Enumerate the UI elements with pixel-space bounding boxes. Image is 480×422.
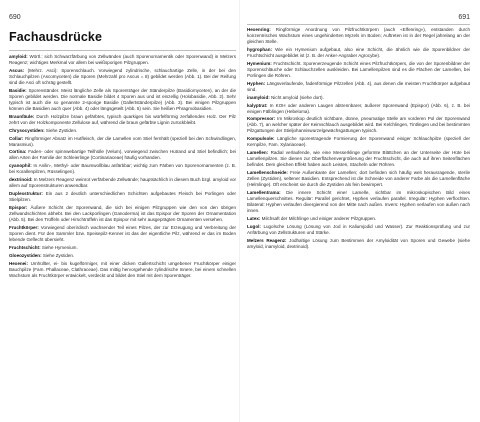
glossary-term: Gloeozystiden: [9,252,42,258]
glossary-entry [247,150,470,168]
glossary-entry [247,27,470,45]
glossary-definition: In Melzers Reagenz weinrot verfärbende Zellwände; hauptsächlich in diesem Buch bzgl. amyloid vor allem auf Sporenstrukturen anwendbar. [9,177,237,189]
glossary-entry [247,216,470,222]
glossary-entry [9,225,236,243]
glossary-definition: Vorwiegend oberirdisch wachsender Teil eines Pilzes, der zur Erzeugung und Verbreitung der Sporen dient. Für den Sammler bzw. Speisepilz-Kenner ist das der eigentliche Pilz, während er das im Boden lebende Geflecht übersieht. [9,224,236,243]
glossary-term: Fruchtkörper: [9,224,39,230]
glossary-definition: Radial verlaufende, wie eine Messerklinge geformte Blättchen an der Unterseite der Hüte bei Lamellenpilzen. Sie dienen zur Oberflächenvergrößerung der Fruchtschicht, die auch auf ihren Seitenflächen befindet. Dem gleichen Effekt haben auch Leisten, Stacheln oder Röhren. [247,150,471,168]
glossary-entry [247,238,470,250]
glossary-term: Chrysocystiden: [9,127,45,133]
glossary-definition: Ein aus 2 deutlich unterschiedlichen Schichten aufgebautes Fleisch bei Porlingen oder Stielpilzen. [9,191,237,203]
glossary-term: Epispor: [9,205,28,210]
glossary-entry [247,116,470,134]
page-title: Fachausdrücke [9,30,103,44]
glossary-term: amyloid: [9,54,28,59]
glossary-entry [247,136,470,148]
glossary-entry [247,61,470,79]
glossary-definition: Im Mikroskop deutlich sichtbare, dünne, pneumatige Stelle am vorderen Pol der Sporenwand (Abb. 7), an welcher später der Keimschlauch ausgebildet wird. Bei Kelchlingen, Tintlingen und bei bestimmten Pilzgattungen der Stieljohanniswurzelgewächsgattungen typisch. [247,116,470,134]
glossary-entry [9,163,236,175]
glossary-entry [247,81,470,93]
glossary-definition: Ringförmige Anordnung von Pilzfruchtkörpern (auch «Elfenring»), entstanden durch konzentrisches Wachstum eines ungehinderten Myzels im Boden; Auftreten ist in der Regel jahrelang an der gleichen Stelle. [247,27,470,45]
glossary-entry [9,245,236,251]
glossary-column-right [247,27,470,252]
glossary-entry [247,170,470,188]
glossary-entry [9,88,236,112]
glossary-definition: Lugolsche Lösung (Lösung von Jod in Kaliumjodid und Wasser). Zur Reaktionsprüfung und zur Anfärbung von Zellstrukturen und Stärke. [247,223,471,235]
page-number-right: 691 [458,14,470,21]
glossary-entry [9,253,236,259]
page-number-left: 690 [9,14,21,21]
glossary-term: Fruchtschicht: [9,244,41,250]
glossary-entry [247,103,470,115]
glossary-definition: Äußere Schicht der Sporenwand, die sich bei einigen Pilzgruppen wie den von den übrigen Zellwandschichten abhebt. Bei den Lackporlingen (Ganoderma) ist das Epispor der Sporen der Ornamentation (Abb. 5). Bei den Trüffeln oder Hirschtrüffeln ist das Epispor mit sehr ausgeprägten Ornamenten versehen. [9,205,236,223]
right-page [240,0,480,422]
glossary-term: Latex: [247,216,261,222]
glossary-term: Lamellen: [247,150,269,156]
glossary-entry [9,205,236,223]
glossary-term: Kompulsole: [247,136,275,142]
glossary-term: Hymenium: [247,60,272,66]
glossary-entry [9,149,236,161]
glossary-term: Lamellenschneide: [247,170,288,176]
glossary-term: Kompressor: [247,116,276,122]
glossary-definition: Längsverlaufende, fadenförmige Pilzzellen (Abb. 4), aus denen die meisten Fruchtkörper aufgebaut sind. [247,80,470,92]
glossary-entry [247,190,470,214]
glossary-definition: Die innere Schicht einer Lamelle, sichtbar im mikroskopischen Bild eines Lamellenquerschnittes. Regulär: Parallel gerichtet, Hyphen verlaufen parallel. Irregulär: Hyphen verflochten. Bilateral: Hyphen verlaufen divergierend von der Mitte nach außen. Invers: Hyphen verlaufen von außen nach innen. [247,190,470,214]
title-divider [9,50,236,51]
glossary-term: hygrophan: [247,46,273,52]
glossary-term: Lamellentrama: [247,190,281,196]
glossary-term: Hyphen: [247,80,266,86]
glossary-definition: Längliche sporentragende Formierung der Sporenwand einiger Schlauchpilze (speziell der Kernpilze, Fam. Xylariaceae). [247,136,471,148]
glossary-entry [9,261,236,279]
glossary-term: Lugol: [247,223,261,229]
glossary-term: Hexenring: [247,27,271,32]
glossary-definition: Wörtl.: sich Schwarzfärbung von Zellwänden (auch Sporenornamentik oder Sporenwand) in Melzers Reagenz; wichtiges Merkmal vor allem bei weißsporigen Pilzgruppen. [9,54,236,66]
glossary-term: Basidie: [9,87,27,93]
glossary-definition: Nicht amyloid (siehe dort). [271,94,324,100]
glossary-term: kalyptrat: [247,102,268,108]
glossary-definition: In KOH oder anderen Laugen abtrennbarer, äußerer Sporenwand (Epispor) (Abb. 6), z. B. bei einigen Fälblingen (Hebeloma). [247,102,470,114]
glossary-entry [247,224,470,236]
glossary-entry [9,54,236,66]
glossary-definition: Fruchtschicht. Sporenerzeugende Schicht eines Pilzfruchtkörpers, die von der Sporenbildner der Sporenschläuche oder Schlauchzellen auskleiden. Bei Lamellenpilzen sind es die Flächen der Lamellen, bei Porlingen die Röhren. [247,60,471,78]
glossary-definition: Siehe Hymenium. [41,244,78,250]
glossary-term: Collar: [9,135,24,141]
glossary-term: Melzers Reagenz: [247,237,287,243]
glossary-entry [247,95,470,101]
glossary-definition: Wie ein Hymenium aufgebaut, also eine Schicht, die ähnlich wie die Sporenbildner der Fruchtschicht ausgebildet ist (z. B. der Anker-Angraber Agrocybe). [247,46,471,58]
glossary-column-left [9,54,236,281]
glossary-entry [9,191,236,203]
glossary-definition: Ringförmiger Absatz im Hutfleisch, der die Lamellen vom Stiel fernhält (speziell bei den Schwindlingen, Marasmius). [9,135,236,147]
glossary-entry [9,136,236,148]
glossary-term: cyanophil: [9,163,32,169]
glossary-term: dextrinoid: [9,177,33,183]
glossary-entry [247,47,470,59]
glossary-definition: Siehe Zystiden. [45,127,78,133]
glossary-entry [9,68,236,86]
header-divider [247,24,470,25]
glossary-definition: Siehe Zystiden. [42,252,75,258]
glossary-entry [9,177,236,189]
glossary-term: Braunfäule: [9,113,35,119]
glossary-term: Ascus: [9,67,25,73]
glossary-entry [9,114,236,126]
glossary-definition: Milchsaft der Milchlinge und einiger anderer Pilzgruppen. [261,216,377,222]
glossary-entry [9,128,236,134]
glossary-term: Cortina: [9,149,27,155]
glossary-term: inamyloid: [247,94,270,100]
glossary-definition: Umhüllter, ei- bis kugelförmiger, mit einer dicken Gallertschicht umgebener Fruchtkörper einiger Bauchpilze (Fam. Phallaceae, Clathraceae). Das mittig hervorgehende zylindrische Innere, bei einem schnellen Wachstum als Fruchtkörper entwickelt, verdeckt und bildet den Stiel mit dem Sporenträger. [9,260,236,278]
glossary-definition: (Mehrz. Asci): Sporenschlauch. Vorwiegend zylindrische, schlauchartige Zelle, in der bei den Schlauchpilzen (Ascomyceten) die Sporen (Mehrzahl pro Ascus = 8) gebildet werden (Abb. 1). Bei der Reifung sind die Asci oft schräg gestellt. [9,67,236,85]
glossary-term: Duplexstruktur: [9,191,43,197]
glossary-definition: Freie Außenkante der Lamellen; dort befinden sich häufig weit herausragende, sterile Zellen (Zystiden), seltener Basidien. Entsprechend ist die Schneide von anderer Farbe als die Lamellenfläche (Helmlinge). Oft erscheint sie durch die Zystiden als fein bewimpert. [247,170,470,188]
glossary-definition: Faden- oder spinnwebartige Teilhülle (Velum), vorwiegend zwischen Hutrand und Stiel befindlich; bei allen Arten der Familie der Schleierlinge (Cortinariaceae) häufig vorhanden. [9,149,236,161]
glossary-definition: Durch Holzpilze braun gefärbtes, typisch quarkiges bis würfelförmig zerfallendes Holz. Der Pilz zehrt von der Holzkomponente Zellulose auf, während die braun gefärbte Lignin zurückbleibt. [9,113,237,125]
glossary-definition: Jodhaltige Lösung zum Bestimmen der Amyloidität von Sporen und Gewebe (siehe amyloid, inamyloid, dextrinoid). [247,237,470,249]
glossary-term: Hexenei: [9,260,28,266]
glossary-definition: Sporenständer. Meist längliche Zelle als Sporenträger der Ständerpilze (Basidiomyceten), an der die Sporen gebildet werden. Die normale Basidie bildet 4 Sporen aus und ist einzellig (Holobasidie, Abb. 2). Sehr typisch ist auch die so genannte 2-sporige Basidie (Gallertständerpilze) (Abb. 3). Bei einigen Pilzgruppen können die Basidien auch quer (Abb. 4) oder längsgeteilt (Abb. 5) sein. Sie heißen Phragmobasidien. [9,87,236,111]
glossary-definition: In Anilin-, Methyl- oder Baumwollblau anfärbbar; wichtig zum Färben von Sporenornamenten (z. B. bei Korallenpilzen, Rüsselingen). [9,163,237,175]
